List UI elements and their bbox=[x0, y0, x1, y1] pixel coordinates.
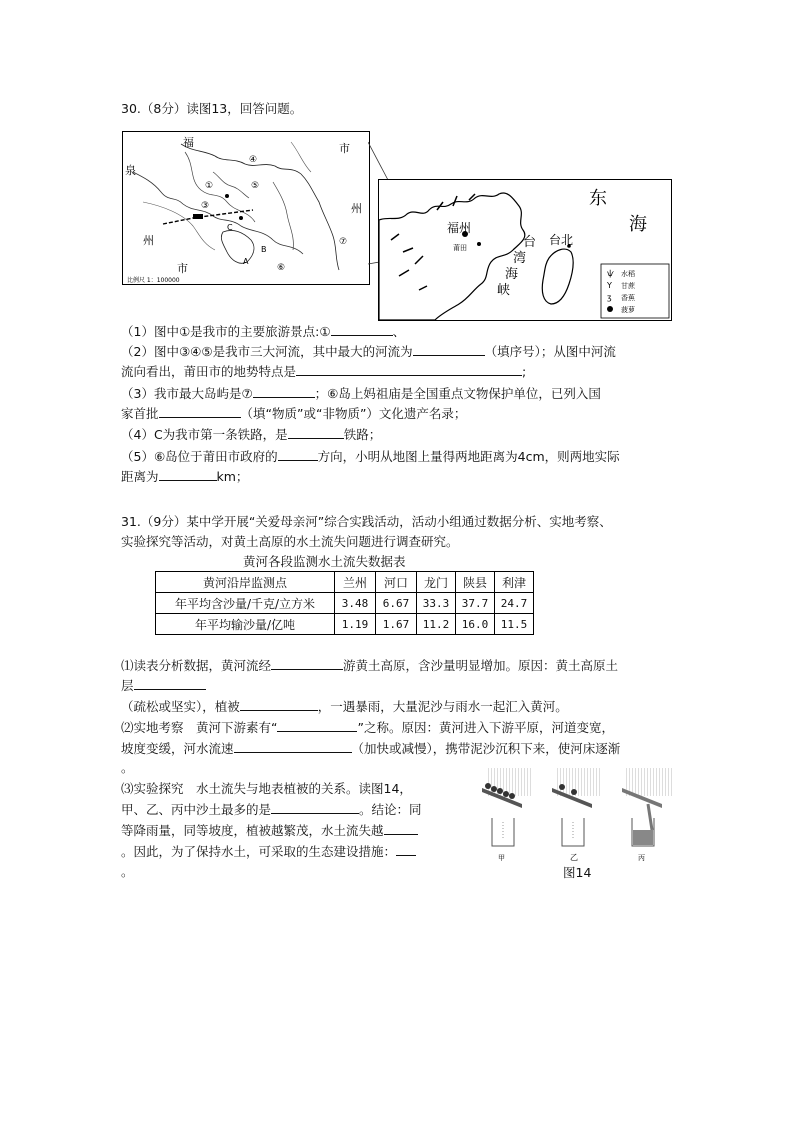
answer-blank[interactable] bbox=[288, 425, 344, 439]
q31-intro-line2: 实验探究等活动，对黄土高原的水土流失问题进行调查研究。 bbox=[121, 534, 459, 549]
figure-label-yi: 乙 bbox=[570, 853, 578, 862]
answer-blank[interactable] bbox=[271, 656, 343, 670]
q30-item-3-cont: 家首批 （填“物质”或“非物质”）文化遗产名录； bbox=[121, 406, 467, 421]
q31-part2-end: 。 bbox=[121, 760, 134, 775]
table-cell: 16.0 bbox=[456, 614, 495, 635]
q30-item-2: （2）图中③④⑤是我市三大河流，其中最大的河流为 （填序号）；从图中河流 bbox=[121, 344, 616, 359]
map-label-zhou-right: 州 bbox=[351, 202, 362, 215]
map-scale: 比例尺 1：100000 bbox=[127, 277, 180, 284]
map-label-shi-bottom: 市 bbox=[177, 262, 188, 275]
svg-text:Y: Y bbox=[607, 281, 612, 290]
answer-blank[interactable] bbox=[277, 718, 357, 732]
map-marker-b: B bbox=[261, 245, 267, 254]
table-row bbox=[156, 593, 534, 614]
table-header-cell: 河口 bbox=[376, 572, 417, 593]
table-cell: 33.3 bbox=[417, 593, 456, 614]
answer-blank[interactable] bbox=[240, 697, 318, 711]
table-cell: 24.7 bbox=[495, 593, 534, 614]
table-cell: 1.19 bbox=[335, 614, 376, 635]
table-row bbox=[156, 614, 534, 635]
figure-label-jia: 甲 bbox=[498, 854, 505, 862]
legend-sugarcane: 甘蔗 bbox=[621, 282, 635, 290]
table-cell: 11.5 bbox=[495, 614, 534, 635]
table-header-cell: 龙门 bbox=[417, 572, 456, 593]
legend-rice: 水稻 bbox=[621, 270, 635, 278]
table-header-cell: 兰州 bbox=[335, 572, 376, 593]
map-label-taipei: 台北 bbox=[549, 233, 574, 247]
table-title: 黄河各段监测水土流失数据表 bbox=[243, 554, 406, 569]
answer-blank[interactable] bbox=[278, 447, 318, 461]
map-marker-5: ⑤ bbox=[251, 181, 260, 191]
map-label-fu: 福 bbox=[183, 136, 194, 149]
table-header-cell: 陕县 bbox=[456, 572, 495, 593]
strait-map-graphic bbox=[379, 180, 671, 320]
q31-part1-line1: ⑴读表分析数据，黄河流经 游黄土高原，含沙量明显增加。原因：黄土高原土 bbox=[121, 658, 619, 673]
q31-part3-line2: 甲、乙、丙中沙土最多的是 。结论：同 bbox=[121, 802, 422, 817]
sediment-data-table bbox=[155, 571, 534, 635]
map-marker-3: ③ bbox=[201, 201, 210, 211]
map-marker-a: A bbox=[243, 257, 249, 266]
map-label-hai-strait: 海 bbox=[505, 267, 519, 282]
answer-blank[interactable] bbox=[159, 404, 241, 418]
q31-part3-line1: ⑶实验探究 水土流失与地表植被的关系。读图14， bbox=[121, 781, 412, 796]
q30-item-4: （4）C为我市第一条铁路，是 铁路； bbox=[121, 427, 382, 442]
table-cell: 1.67 bbox=[376, 614, 417, 635]
q31-part3-line3: 等降雨量，同等坡度，植被越繁茂，水土流失越 bbox=[121, 821, 418, 841]
answer-blank[interactable] bbox=[159, 467, 217, 481]
q30-item-5-cont: 距离为 km； bbox=[121, 469, 249, 484]
table-header-cell: 黄河沿岸监测点 bbox=[156, 572, 335, 593]
q31-part2-line2: 坡度变缓，河水流速 （加快或减慢），携带泥沙沉积下来，使河床逐渐 bbox=[121, 741, 621, 756]
figure-14-experiment bbox=[476, 768, 676, 868]
map-label-hai-east: 海 bbox=[629, 214, 647, 235]
q31-part2-line1: ⑵实地考察 黄河下游素有“ ”之称。原因：黄河进入下游平原，河道变宽， bbox=[121, 720, 614, 735]
q30-item-5: （5）⑥岛位于莆田市政府的 方向，小明从地图上量得两地距离为4cm，则两地实际 bbox=[121, 449, 620, 464]
q31-part3-line4: 。因此，为了保持水土，可采取的生态建设措施： bbox=[121, 842, 416, 862]
map-label-quan: 泉 bbox=[125, 164, 136, 177]
map-label-fuzhou: 福州 bbox=[447, 221, 472, 235]
map-label-shi-top: 市 bbox=[339, 142, 350, 155]
map-label-dong: 东 bbox=[589, 188, 607, 209]
map-marker-4: ④ bbox=[249, 155, 258, 165]
legend-banana: 香蕉 bbox=[621, 294, 635, 302]
answer-blank[interactable] bbox=[331, 322, 393, 336]
table-cell: 37.7 bbox=[456, 593, 495, 614]
table-header-row bbox=[156, 572, 534, 593]
legend-pineapple: 菠萝 bbox=[621, 306, 635, 314]
q30-item-2-cont: 流向看出，莆田市的地势特点是 ; bbox=[121, 364, 527, 379]
table-cell: 6.67 bbox=[376, 593, 417, 614]
q30-item-3: （3）我市最大岛屿是⑦ ；⑥岛上妈祖庙是全国重点文物保护单位，已列入国 bbox=[121, 386, 601, 401]
answer-blank[interactable] bbox=[296, 362, 522, 376]
taiwan-strait-map bbox=[378, 179, 672, 321]
q31-part3-end: 。 bbox=[121, 864, 134, 879]
answer-blank[interactable] bbox=[413, 342, 485, 356]
experiment-graphic bbox=[476, 768, 676, 868]
table-header-cell: 利津 bbox=[495, 572, 534, 593]
figure-label-bing: 丙 bbox=[638, 854, 645, 862]
table-cell: 11.2 bbox=[417, 614, 456, 635]
map-marker-6: ⑥ bbox=[277, 263, 286, 273]
table-cell: 年平均含沙量/千克/立方米 bbox=[156, 593, 335, 614]
map-label-putian: 莆田 bbox=[453, 244, 467, 252]
svg-text:ѱ: ѱ bbox=[607, 269, 615, 278]
regional-map-graphic bbox=[123, 132, 369, 284]
table-cell: 3.48 bbox=[335, 593, 376, 614]
map-marker-1: ① bbox=[205, 181, 214, 191]
answer-blank[interactable] bbox=[253, 384, 315, 398]
figure-14-caption: 图14 bbox=[563, 865, 592, 880]
answer-blank[interactable] bbox=[384, 821, 418, 835]
q30-item-1: （1）图中①是我市的主要旅游景点:① 、 bbox=[121, 324, 406, 339]
svg-text:ʒ: ʒ bbox=[607, 293, 612, 302]
answer-blank[interactable] bbox=[271, 800, 359, 814]
map-label-tai: 台 bbox=[523, 235, 537, 250]
map-label-zhou-left: 州 bbox=[143, 234, 154, 247]
answer-blank[interactable] bbox=[234, 739, 352, 753]
map-marker-c: C bbox=[227, 223, 233, 232]
putian-regional-map bbox=[122, 131, 370, 285]
q30-header: 30.（8分）读图13，回答问题。 bbox=[121, 101, 303, 116]
answer-blank[interactable] bbox=[396, 842, 416, 856]
map-label-xia: 峡 bbox=[497, 283, 511, 298]
q31-part1-line2: 层 bbox=[121, 676, 206, 696]
map-label-wan: 湾 bbox=[513, 251, 527, 266]
answer-blank[interactable] bbox=[134, 676, 206, 690]
q31-intro-line1: 31.（9分）某中学开展“关爱母亲河”综合实践活动，活动小组通过数据分析、实地考察、 bbox=[121, 514, 612, 529]
map-marker-7: ⑦ bbox=[339, 237, 348, 247]
q31-part1-line3: （疏松或坚实），植被 ，一遇暴雨，大量泥沙与雨水一起汇入黄河。 bbox=[121, 699, 568, 714]
table-cell: 年平均输沙量/亿吨 bbox=[156, 614, 335, 635]
